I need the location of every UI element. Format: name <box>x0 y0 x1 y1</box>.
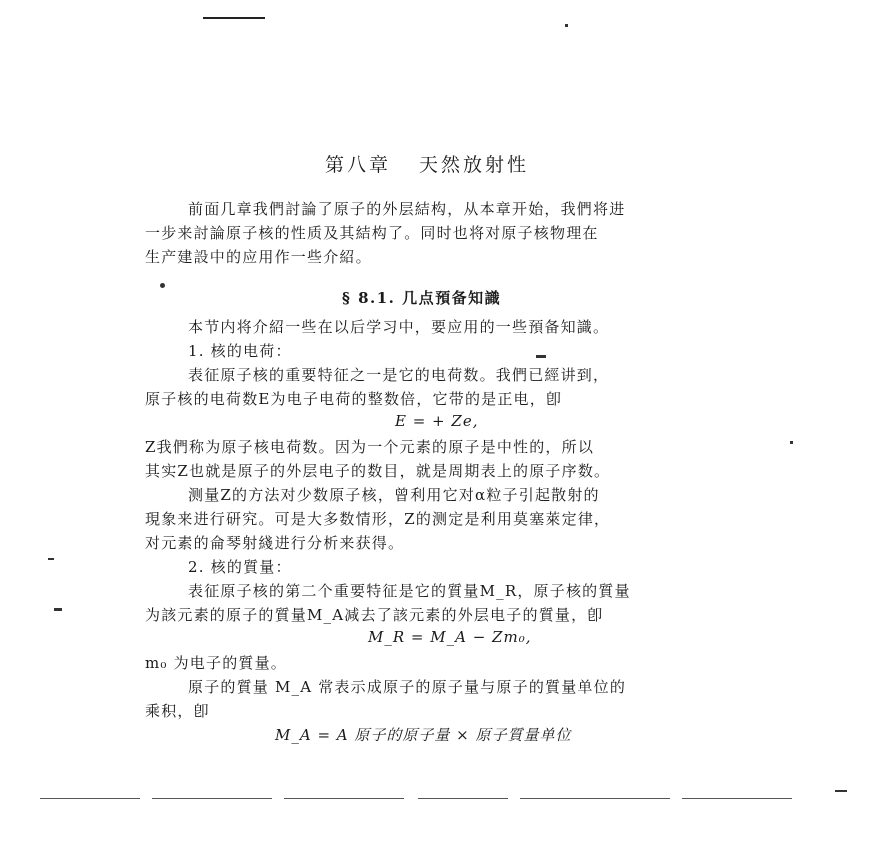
intro-line: 生产建設中的应用作一些介紹。 <box>145 248 372 266</box>
scan-bottom-dash <box>152 798 272 799</box>
section-intro: 本节内将介紹一些在以后学习中，要应用的一些預备知識。 <box>188 318 610 336</box>
scan-speck <box>54 608 62 611</box>
item1-equation: E = + Ze, <box>395 412 479 430</box>
scan-bottom-dash <box>520 798 670 799</box>
item2-equation: M_R = M_A − Zm₀, <box>368 628 532 646</box>
intro-line: 前面几章我們討論了原子的外层結构，从本章开始，我們将进 <box>188 200 626 218</box>
item1-after-line: 現象来进行研究。可是大多数情形，Z的测定是利用莫塞萊定律， <box>145 510 611 528</box>
item2-after-line: m₀ 为电子的質量。 <box>145 654 288 672</box>
item2-line: 为該元素的原子的質量M_A减去了該元素的外层电子的質量，卽 <box>145 606 604 624</box>
chapter-name: 天然放射性 <box>419 154 530 176</box>
scan-bottom-dash <box>284 798 404 799</box>
intro-line: 一步来討論原子核的性质及其結构了。同时也将对原子核物理在 <box>145 224 599 242</box>
item2-line: 表征原子核的第二个重要特征是它的質量M_R，原子核的質量 <box>188 582 631 600</box>
scan-speck <box>160 283 165 288</box>
scan-speck <box>48 558 54 560</box>
chapter-title <box>325 150 529 177</box>
item1-after-line: Z我們称为原子核电荷数。因为一个元素的原子是中性的，所以 <box>145 438 595 456</box>
scan-speck <box>835 790 847 792</box>
scan-bottom-dash <box>40 798 140 799</box>
item1-line: 原子核的电荷数E为电子电荷的整数倍，它带的是正电，卽 <box>145 390 563 408</box>
section-heading: § 8.1. 几点預备知識 <box>342 289 502 307</box>
item2-heading: 2. 核的質量： <box>188 558 292 576</box>
scan-speck <box>565 24 568 27</box>
item1-heading: 1. 核的电荷： <box>188 342 292 360</box>
item1-after-line: 对元素的侖琴射綫进行分析来获得。 <box>145 534 405 552</box>
scan-bottom-dash <box>682 798 792 799</box>
scan-speck <box>790 441 793 444</box>
scan-bottom-dash <box>418 798 508 799</box>
item1-after-line: 其实Z也就是原子的外层电子的数目，就是周期表上的原子序数。 <box>145 462 611 480</box>
item2-after-line: 原子的質量 M_A 常表示成原子的原子量与原子的質量单位的 <box>188 678 627 696</box>
chapter-number: 第八章 <box>325 154 392 176</box>
item2-equation-2: M_A = A 原子的原子量 × 原子質量单位 <box>275 726 572 744</box>
scan-top-rule <box>203 17 265 19</box>
scan-speck <box>536 355 546 358</box>
item1-after-line: 测量Z的方法对少数原子核，曾利用它对α粒子引起散射的 <box>188 486 600 504</box>
item2-after-line: 乘积，卽 <box>145 702 210 720</box>
item1-line: 表征原子核的重要特征之一是它的电荷数。我們已經讲到， <box>188 366 610 384</box>
